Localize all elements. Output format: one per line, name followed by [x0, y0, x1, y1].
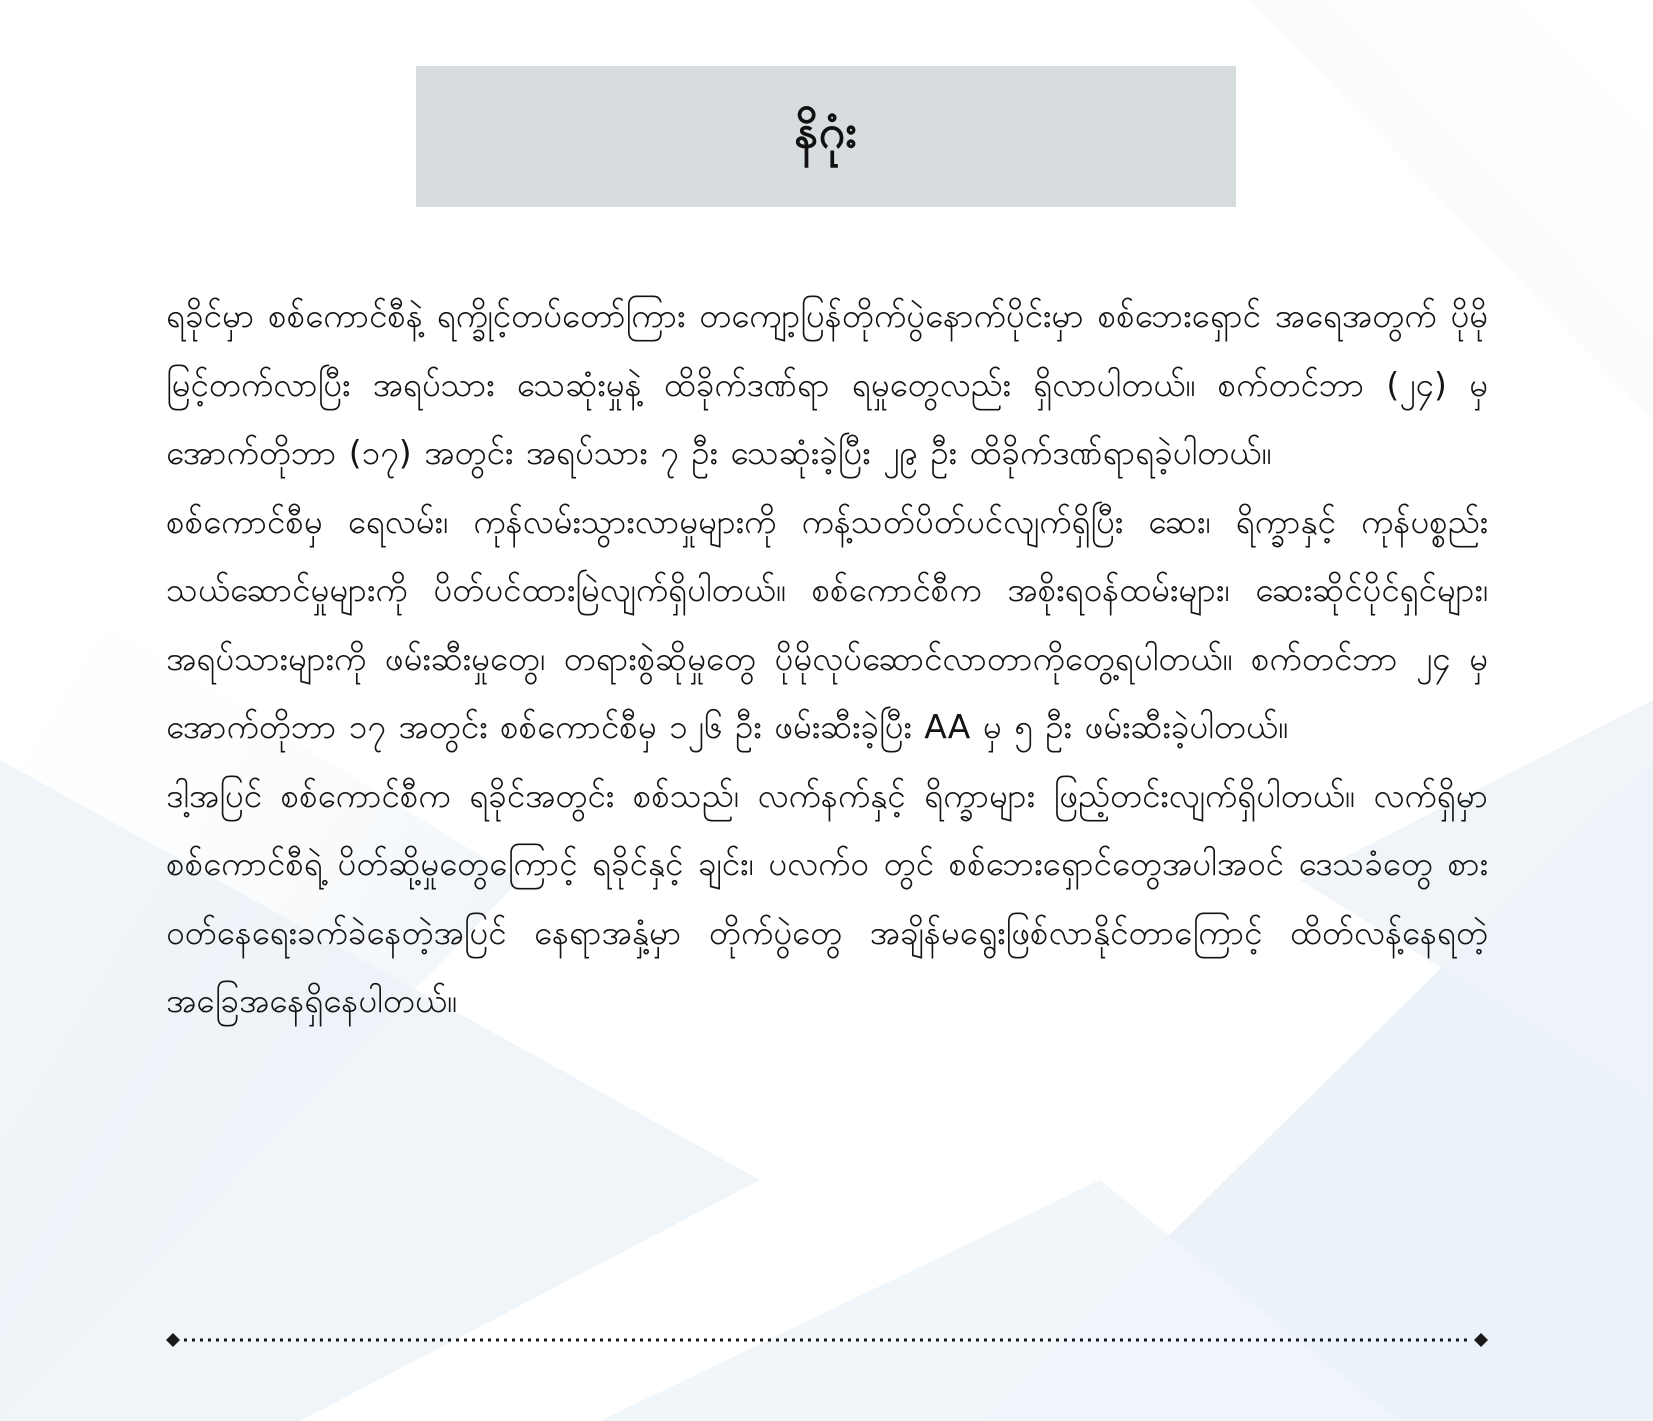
- article-body: [166, 282, 1488, 1036]
- paragraph-1: ရခိုင်မှာ စစ်ကောင်စီနဲ့ ရက္ခိုင့်တပ်တော်ကြား တကျော့ပြန်တိုက်ပွဲနောက်ပိုင်းမှာ စစ်ဘေးရှောင် အရေအတွက် ပိုမိုမြင့်တက်လာပြီး အရပ်သား သေဆုံးမှုနဲ့ ထိခိုက်ဒဏ်ရာ ရမှုတွေလည်း ရှိလာပါတယ်။ စက်တင်ဘာ (၂၄) မှ အောက်တိုဘာ (၁၇) အတွင်း အရပ်သား ၇ ဦး သေဆုံးခဲ့ပြီး ၂၉ ဦး ထိခိုက်ဒဏ်ရာရခဲ့ပါတယ်။: [166, 296, 1488, 472]
- dotted-divider: [166, 1332, 1488, 1348]
- paragraph-3: ဒါ့အပြင် စစ်ကောင်စီက ရခိုင်အတွင်း စစ်သည်၊ လက်နက်နှင့် ရိက္ခာများ ဖြည့်တင်းလျက်ရှိပါတယ်။ လက်ရှိမှာ စစ်ကောင်စီရဲ့ ပိတ်ဆို့မှုတွေကြောင့် ရခိုင်နှင့် ချင်း၊ ပလက်ဝ တွင် စစ်ဘေးရှောင်တွေအပါအဝင် ဒေသခံတွေ စားဝတ်နေရေးခက်ခဲနေတဲ့အပြင် နေရာအနှံ့မှာ တိုက်ပွဲတွေ အချိန်မရွေးဖြစ်လာနိုင်တာကြောင့် ထိတ်လန့်နေရတဲ့ အခြေအနေရှိနေပါတယ်။: [166, 775, 1488, 1020]
- page-title: နိဂုံး: [794, 104, 858, 158]
- paragraph-2: စစ်ကောင်စီမှ ရေလမ်း၊ ကုန်လမ်းသွားလာမှုများကို ကန့်သတ်ပိတ်ပင်လျက်ရှိပြီး ဆေး၊ ရိက္ခာနှင့် ကုန်ပစ္စည်း သယ်ဆောင်မှုများကို ပိတ်ပင်ထားမြဲလျက်ရှိပါတယ်။ စစ်ကောင်စီက အစိုးရဝန်ထမ်းများ၊ ဆေးဆိုင်ပိုင်ရှင်များ၊ အရပ်သားများကို ဖမ်းဆီးမှုတွေ၊ တရားစွဲဆိုမှုတွေ ပိုမိုလုပ်ဆောင်လာတာကိုတွေ့ရပါတယ်။ စက်တင်ဘာ ၂၄ မှ အောက်တိုဘာ ၁၇ အတွင်း စစ်ကောင်စီမှ ၁၂၆ ဦး ဖမ်းဆီးခဲ့ပြီး AA မှ ၅ ဦး ဖမ်းဆီးခဲ့ပါတယ်။: [166, 501, 1488, 746]
- divider-right-diamond: [1474, 1333, 1488, 1347]
- title-banner: [416, 66, 1236, 207]
- divider-left-diamond: [166, 1333, 180, 1347]
